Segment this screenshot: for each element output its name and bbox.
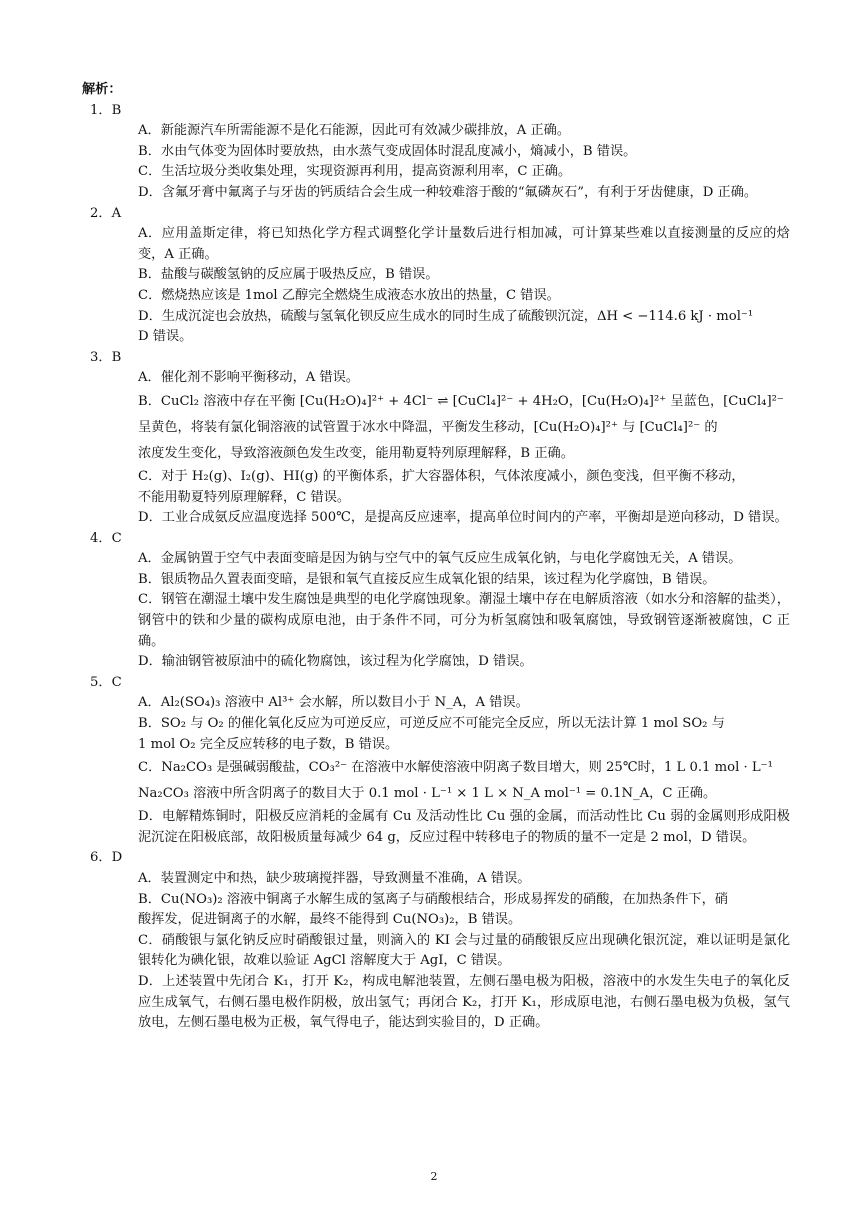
- question-5-answer: 5．C: [90, 674, 122, 690]
- q6-option-b-line-2: 酸挥发，促进铜离子的水解，最终不能得到 Cu(NO₃)₂，B 错误。: [138, 912, 522, 928]
- question-6-answer: 6．D: [90, 850, 123, 866]
- q2-option-d-text: D．生成沉淀也会放热，硫酸与氢氧化钡反应生成水的同时生成了硫酸钡沉淀，: [138, 308, 597, 324]
- q5-option-d: D．电解精炼铜时，阳极反应消耗的金属有 Cu 及活动性比 Cu 强的金属，而活动性比 Cu 弱的金属则形成阳极泥沉淀在阳极底部，故阳极质量每减少 64 g，反应过程中转移电子的物质的量不一定是 2 mol，D 错误。: [138, 809, 790, 845]
- q6-option-b: [82, 890, 790, 931]
- q3-option-c: [82, 467, 790, 508]
- q6-option-a: A．装置测定中和热，缺少玻璃搅拌器，导致测量不准确，A 错误。: [138, 871, 531, 886]
- q4-option-a: A．金属钠置于空气中表面变暗是因为钠与空气中的氧气反应生成氧化钠，与电化学腐蚀无关，A 错误。: [138, 551, 742, 567]
- question-4-answer: 4．C: [90, 530, 122, 546]
- q1-option-b: B．水由气体变为固体时要放热，由水蒸气变成固体时混乱度减小，熵减小，B 错误。: [138, 143, 637, 159]
- q3-option-c-line-1: C．对于 H₂(g)、I₂(g)、HI(g) 的平衡体系，扩大容器体积，气体浓度减小，颜色变浅，但平衡不移动，: [138, 468, 745, 484]
- q4-option-d: D．输油钢管被原油中的硫化物腐蚀，该过程为化学腐蚀，D 错误。: [138, 654, 533, 670]
- q2-option-a: A．应用盖斯定律，将已知热化学方程式调整化学计量数后进行相加减，可计算某些难以直接测量的反应的焓变，A 正确。: [138, 226, 790, 262]
- q3-option-b: [82, 389, 790, 467]
- q2-option-c: C．燃烧热应该是 1mol 乙醇完全燃烧生成液态水放出的热量，C 错误。: [138, 287, 560, 303]
- answer-analysis: [82, 80, 790, 1034]
- q5-option-c: [82, 755, 790, 807]
- q5-option-b: [82, 714, 790, 755]
- q1-option-c: C．生活垃圾分类收集处理，实现资源再利用，提高资源利用率，C 正确。: [138, 164, 572, 180]
- q3-option-b-line-2: 呈黄色，将装有氯化铜溶液的试管置于冰水中降温，平衡发生移动，[Cu(H₂O)₄]²⁺ 与 [CuCl₄]²⁻ 的: [138, 419, 718, 435]
- q2-option-d-formula: ΔH < −114.6 kJ · mol⁻¹: [596, 308, 754, 324]
- q2-option-b: B．盐酸与碳酸氢钠的反应属于吸热反应，B 错误。: [138, 267, 439, 283]
- q4-option-b: B．银质物品久置表面变暗，是银和氧气直接反应生成氧化银的结果，该过程为化学腐蚀，B 错误。: [138, 571, 716, 587]
- q5-option-b-line-1: B．SO₂ 与 O₂ 的催化氧化反应为可逆反应，可逆反应不可能完全反应，所以无法计算 1 mol SO₂ 与: [138, 716, 725, 732]
- q3-option-b-line-1: B．CuCl₂ 溶液中存在平衡 [Cu(H₂O)₄]²⁺ + 4Cl⁻ ⇌ [CuCl₄]²⁻ + 4H₂O，[Cu(H₂O)₄]²⁺ 呈蓝色，[CuCl₄]²⁻: [138, 393, 784, 409]
- q5-option-b-line-2: 1 mol O₂ 完全反应转移的电子数，B 错误。: [138, 736, 399, 752]
- q6-option-c: C．硝酸银与氯化钠反应时硝酸银过量，则滴入的 KI 会与过量的硝酸银反应出现碘化银沉淀，难以证明是氯化银转化为碘化银，故难以验证 AgCl 溶解度大于 AgI，C 错误。: [138, 932, 790, 969]
- q2-option-d-conclusion: D 错误。: [138, 329, 193, 345]
- q5-option-a: A．Al₂(SO₄)₃ 溶液中 Al³⁺ 会水解，所以数目小于 N_A，A 错误。: [138, 695, 529, 711]
- question-1-answer: 1．B: [90, 102, 122, 118]
- q1-option-d: D．含氟牙膏中氟离子与牙齿的钙质结合会生成一种较难溶于酸的“氟磷灰石”，有利于牙齿健康，D 正确。: [138, 184, 758, 200]
- q2-option-d: [82, 307, 790, 348]
- q3-option-d: D．工业合成氨反应温度选择 500℃，是提高反应速率，提高单位时间内的产率，平衡却是逆向移动，D 错误。: [138, 510, 788, 526]
- q3-option-a: A．催化剂不影响平衡移动，A 错误。: [138, 370, 360, 386]
- q4-option-c: C．钢管在潮湿土壤中发生腐蚀是典型的电化学腐蚀现象。潮湿土壤中存在电解质溶液（如水分和溶解的盐类），钢管中的铁和少量的碳构成原电池，由于条件不同，可分为析氢腐蚀和吸氧腐蚀，导致钢管逐渐被腐蚀，C 正确。: [138, 592, 790, 649]
- q5-option-c-line-2: Na₂CO₃ 溶液中所含阴离子的数目大于 0.1 mol · L⁻¹ × 1 L × N_A mol⁻¹ = 0.1N_A，C 正确。: [138, 786, 717, 802]
- q1-option-a: A．新能源汽车所需能源不是化石能源，因此可有效减少碳排放，A 正确。: [138, 123, 571, 139]
- q5-option-c-line-1: C．Na₂CO₃ 是强碱弱酸盐，CO₃²⁻ 在溶液中水解使溶液中阴离子数目增大，则 25℃时，1 L 0.1 mol · L⁻¹: [138, 760, 773, 776]
- q3-option-b-line-3: 浓度发生变化，导致溶液颜色发生改变，能用勒夏特列原理解释，B 正确。: [138, 445, 574, 461]
- question-3-answer: 3．B: [90, 349, 122, 365]
- question-2-answer: 2．A: [90, 205, 122, 221]
- q6-option-d: D．上述装置中先闭合 K₁，打开 K₂，构成电解池装置，左侧石墨电极为阳极，溶液中的水发生失电子的氧化反应生成氧气，右侧石墨电极作阴极，放出氢气；再闭合 K₂，打开 K₁，形成原电池，右侧石墨电极为负极，氢气放电，左侧石墨电极为正极，氧气得电子，能达到实验目的，D 正确。: [138, 973, 790, 1031]
- q3-option-c-line-2: 不能用勒夏特列原理解释，C 错误。: [138, 489, 351, 505]
- page-number: 2: [430, 1170, 438, 1183]
- q6-option-b-line-1: B．Cu(NO₃)₂ 溶液中铜离子水解生成的氢离子与硝酸根结合，形成易挥发的硝酸，在加热条件下，硝: [138, 891, 728, 907]
- section-heading: 解析：: [82, 82, 122, 97]
